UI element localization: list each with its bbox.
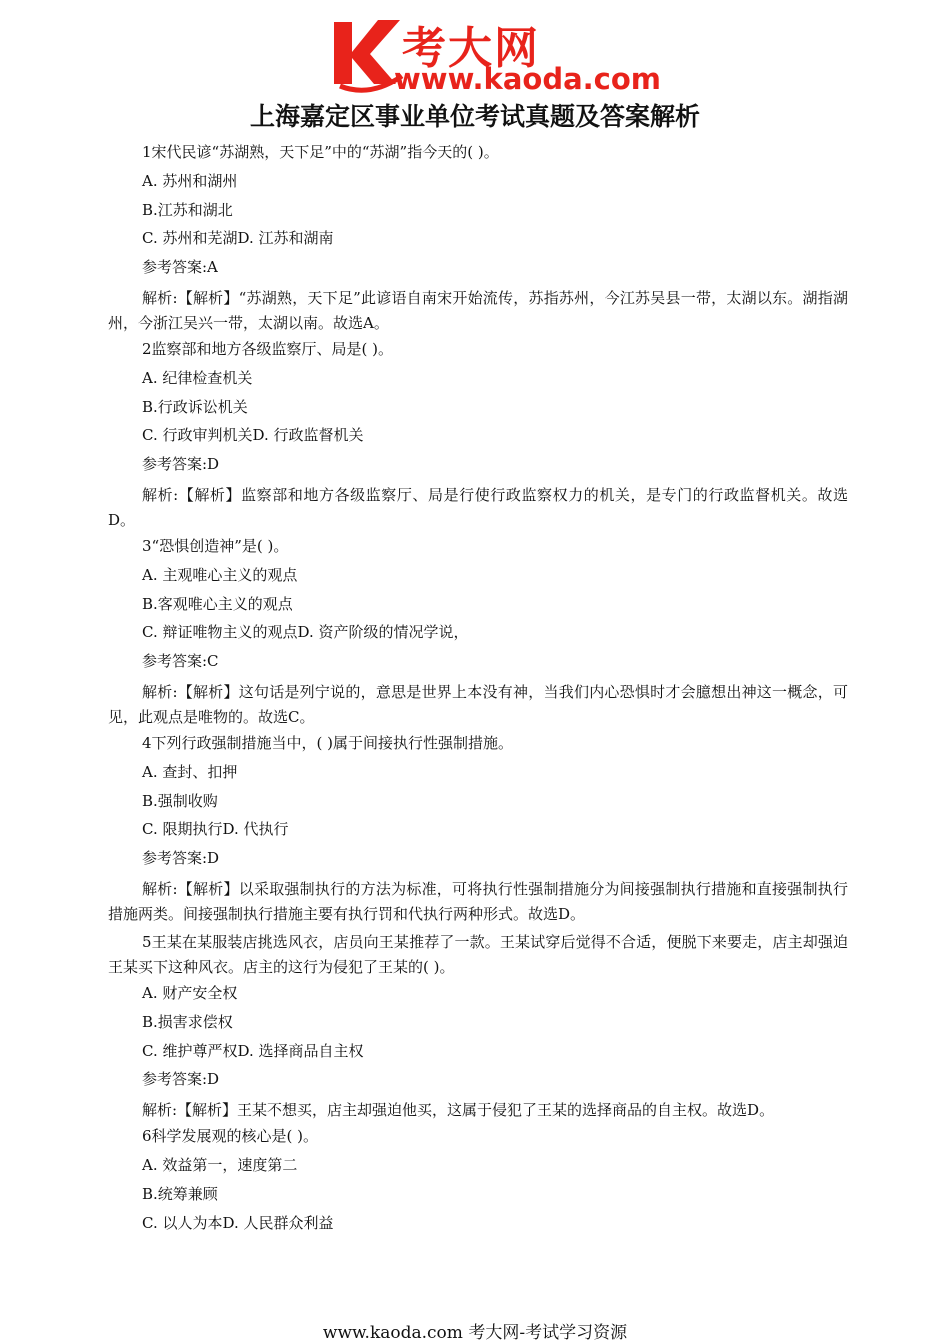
option-b: B.江苏和湖北	[142, 200, 233, 219]
option-a: A. 查封、扣押	[142, 762, 238, 781]
option-c-d: C. 辩证唯物主义的观点D. 资产阶级的情况学说，	[142, 623, 469, 642]
question-list	[108, 142, 848, 1241]
analysis: 解析:【解析】监察部和地方各级监察厅、局是行使行政监察权力的机关，是专门的行政监督机关。故选D。	[108, 485, 848, 529]
option-c-d: C. 行政审判机关D. 行政监督机关	[142, 426, 364, 445]
reference-answer: 参考答案:D	[142, 455, 220, 474]
option-b: B.行政诉讼机关	[142, 397, 248, 416]
page-footer: www.kaoda.com 考大网-考试学习资源	[322, 1323, 628, 1343]
analysis: 解析:【解析】“苏湖熟，天下足”此谚语自南宋开始流传，苏指苏州，今江苏吴县一带，太湖以东。湖指湖州，今浙江吴兴一带，太湖以南。故选A。	[108, 288, 848, 332]
reference-answer: 参考答案:D	[142, 849, 220, 868]
option-c-d: C. 维护尊严权D. 选择商品自主权	[142, 1041, 364, 1060]
kaoda-logo	[330, 12, 670, 94]
question-stem: 4下列行政强制措施当中，( )属于间接执行性强制措施。	[142, 733, 514, 752]
option-b: B.强制收购	[142, 791, 218, 810]
option-b: B.统筹兼顾	[142, 1184, 218, 1203]
question-stem: 2监察部和地方各级监察厅、局是( )。	[142, 339, 394, 358]
option-c-d: C. 限期执行D. 代执行	[142, 820, 289, 839]
reference-answer: 参考答案:D	[142, 1070, 220, 1089]
reference-answer: 参考答案:C	[142, 652, 219, 671]
option-b: B.客观唯心主义的观点	[142, 594, 293, 613]
question-stem: 5王某在某服装店挑选风衣，店员向王某推荐了一款。王某试穿后觉得不合适，便脱下来要走，店主却强迫王某买下这种风衣。店主的这行为侵犯了王某的( )。	[108, 932, 848, 976]
option-a: A. 财产安全权	[142, 983, 238, 1002]
page-title: 上海嘉定区事业单位考试真题及答案解析	[249, 102, 700, 131]
question-stem: 1宋代民谚“苏湖熟，天下足”中的“苏湖”指今天的( )。	[142, 143, 499, 161]
option-a: A. 纪律检查机关	[142, 368, 253, 387]
analysis: 解析:【解析】王某不想买，店主却强迫他买，这属于侵犯了王某的选择商品的自主权。故选D。	[142, 1101, 775, 1120]
logo-url-text: www.kaoda.com	[394, 62, 661, 96]
option-c-d: C. 苏州和芜湖D. 江苏和湖南	[142, 229, 334, 248]
reference-answer: 参考答案:A	[142, 258, 218, 277]
logo-brand-text: 考大网	[402, 23, 540, 74]
question-stem: 6科学发展观的核心是( )。	[142, 1127, 319, 1146]
analysis: 解析:【解析】以采取强制执行的方法为标准，可将执行性强制措施分为间接强制执行措施和直接强制执行措施两类。间接强制执行措施主要有执行罚和代执行两种形式。故选D。	[108, 879, 848, 923]
option-a: A. 效益第一，速度第二	[142, 1155, 298, 1174]
option-a: A. 苏州和湖州	[142, 171, 238, 190]
option-b: B.损害求偿权	[142, 1012, 233, 1031]
analysis: 解析:【解析】这句话是列宁说的，意思是世界上本没有神，当我们内心恐惧时才会臆想出神这一概念，可见，此观点是唯物的。故选C。	[108, 682, 848, 726]
option-a: A. 主观唯心主义的观点	[142, 565, 298, 584]
option-c-d: C. 以人为本D. 人民群众利益	[142, 1213, 334, 1232]
question-stem: 3“恐惧创造神”是( )。	[142, 536, 289, 555]
